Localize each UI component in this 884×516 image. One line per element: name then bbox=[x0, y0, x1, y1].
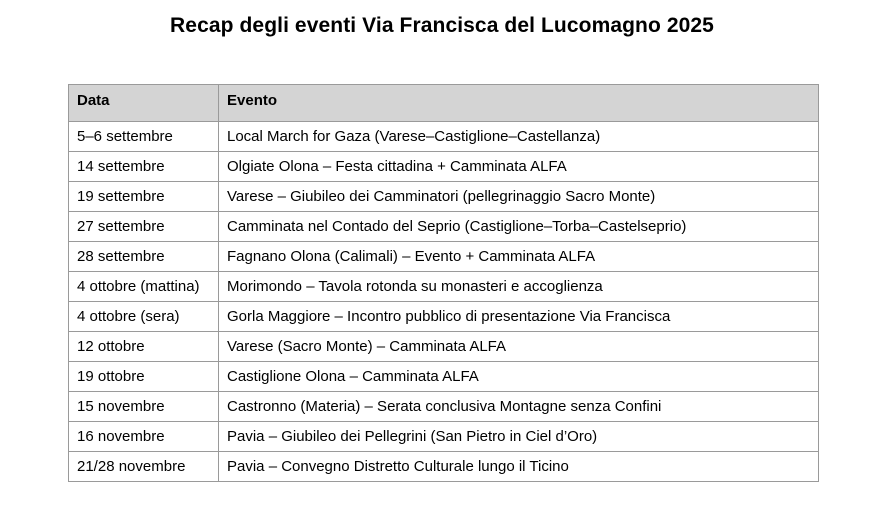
date-cell: 14 settembre bbox=[69, 152, 219, 182]
table-row bbox=[69, 212, 819, 242]
column-header-event: Evento bbox=[219, 85, 819, 122]
event-cell: Varese – Giubileo dei Camminatori (pellegrinaggio Sacro Monte) bbox=[219, 182, 819, 212]
date-cell: 19 ottobre bbox=[69, 362, 219, 392]
table-row bbox=[69, 392, 819, 422]
table-row bbox=[69, 422, 819, 452]
event-cell: Local March for Gaza (Varese–Castiglione–Castellanza) bbox=[219, 122, 819, 152]
date-cell: 5–6 settembre bbox=[69, 122, 219, 152]
event-cell: Castiglione Olona – Camminata ALFA bbox=[219, 362, 819, 392]
date-cell: 27 settembre bbox=[69, 212, 219, 242]
event-cell: Varese (Sacro Monte) – Camminata ALFA bbox=[219, 332, 819, 362]
event-cell: Pavia – Convegno Distretto Culturale lungo il Ticino bbox=[219, 452, 819, 482]
table-row bbox=[69, 452, 819, 482]
date-cell: 21/28 novembre bbox=[69, 452, 219, 482]
event-cell: Pavia – Giubileo dei Pellegrini (San Pietro in Ciel d’Oro) bbox=[219, 422, 819, 452]
table-row bbox=[69, 332, 819, 362]
event-cell: Olgiate Olona – Festa cittadina + Camminata ALFA bbox=[219, 152, 819, 182]
table-row bbox=[69, 182, 819, 212]
event-cell: Castronno (Materia) – Serata conclusiva Montagne senza Confini bbox=[219, 392, 819, 422]
date-cell: 12 ottobre bbox=[69, 332, 219, 362]
table-row bbox=[69, 272, 819, 302]
column-header-date: Data bbox=[69, 85, 219, 122]
table-header-row bbox=[69, 85, 819, 122]
date-cell: 16 novembre bbox=[69, 422, 219, 452]
table-row bbox=[69, 362, 819, 392]
date-cell: 4 ottobre (sera) bbox=[69, 302, 219, 332]
date-cell: 15 novembre bbox=[69, 392, 219, 422]
table-row bbox=[69, 302, 819, 332]
event-cell: Gorla Maggiore – Incontro pubblico di presentazione Via Francisca bbox=[219, 302, 819, 332]
table-row bbox=[69, 122, 819, 152]
date-cell: 28 settembre bbox=[69, 242, 219, 272]
event-cell: Camminata nel Contado del Seprio (Castiglione–Torba–Castelseprio) bbox=[219, 212, 819, 242]
event-cell: Fagnano Olona (Calimali) – Evento + Camminata ALFA bbox=[219, 242, 819, 272]
date-cell: 19 settembre bbox=[69, 182, 219, 212]
date-cell: 4 ottobre (mattina) bbox=[69, 272, 219, 302]
events-table bbox=[68, 84, 819, 482]
table-row bbox=[69, 242, 819, 272]
table-row bbox=[69, 152, 819, 182]
event-cell: Morimondo – Tavola rotonda su monasteri e accoglienza bbox=[219, 272, 819, 302]
document-title: Recap degli eventi Via Francisca del Lucomagno 2025 bbox=[170, 14, 714, 37]
